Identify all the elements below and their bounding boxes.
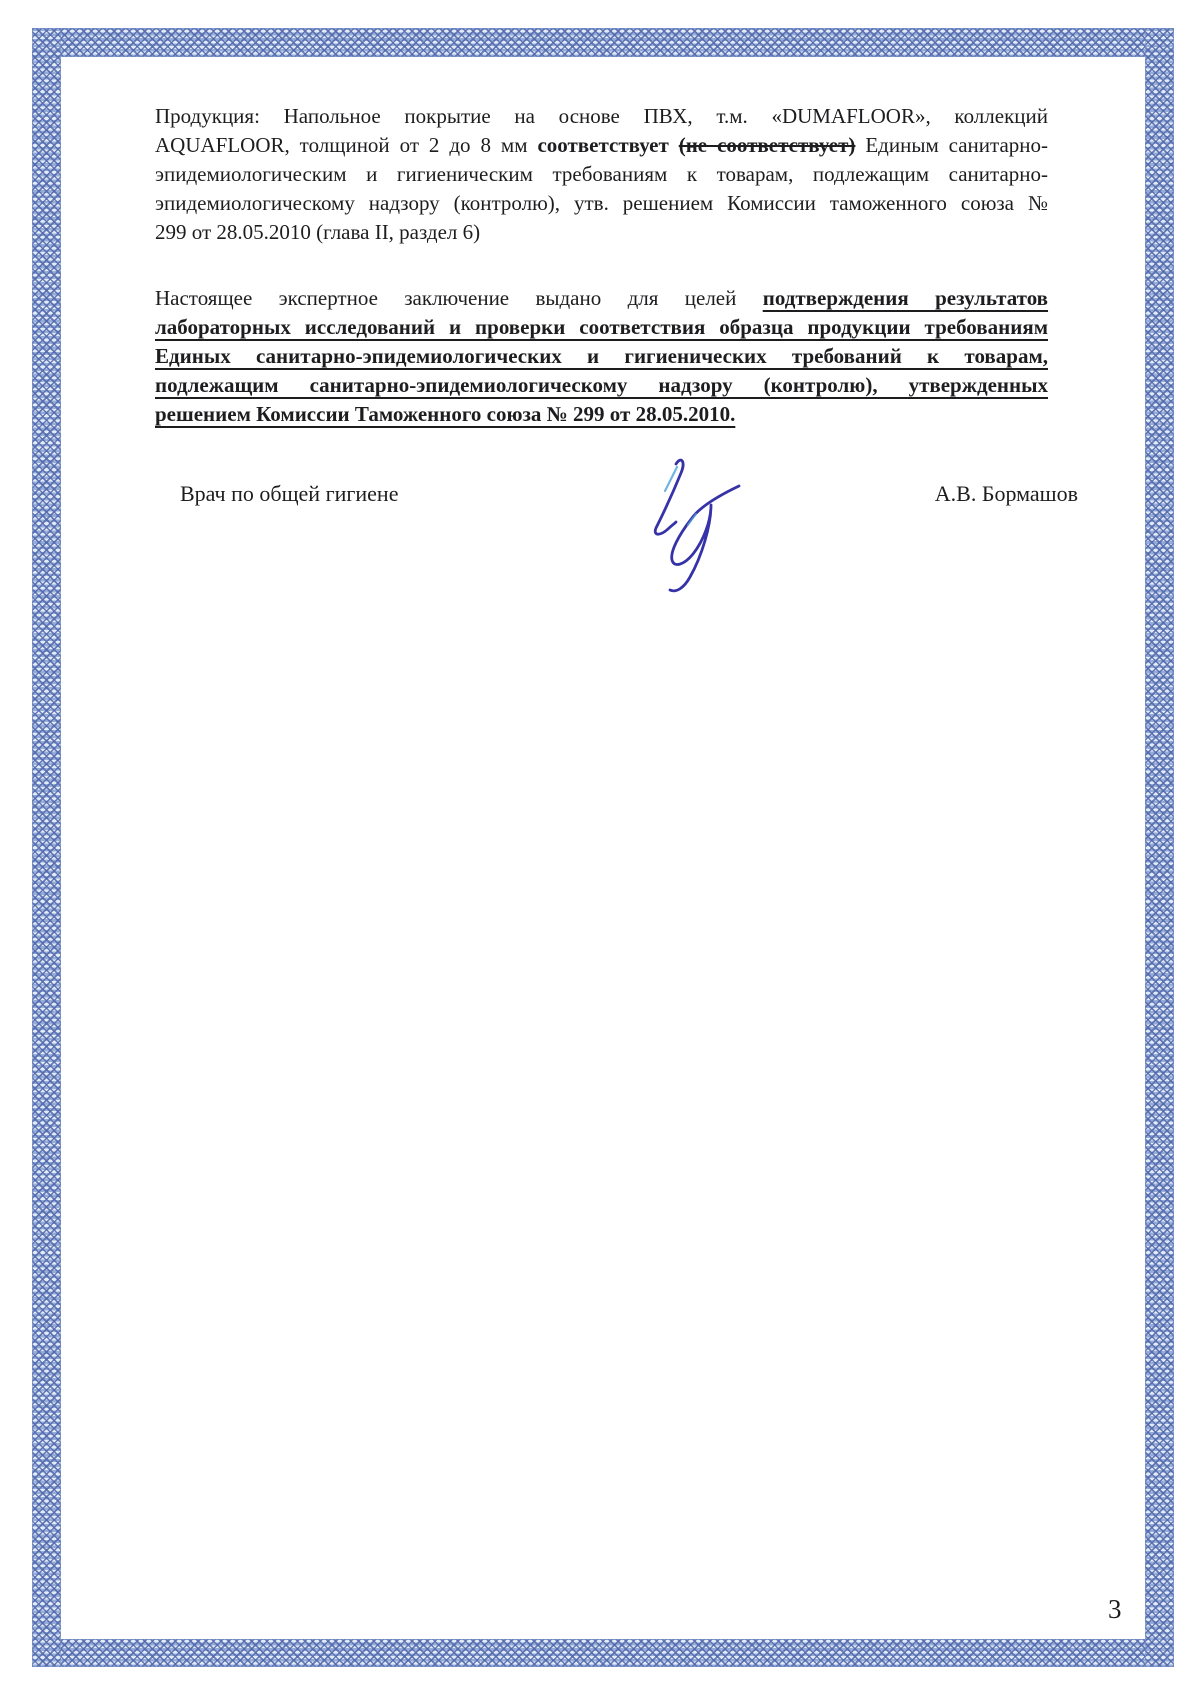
paragraph-product-line: Продукция: Напольное покрытие на основе ПВХ, т.м. «DUMAFLOOR», коллекций	[155, 104, 1048, 128]
guilloche-border-left	[32, 28, 61, 1667]
guilloche-border-top	[32, 28, 1174, 57]
guilloche-border-right	[1145, 28, 1174, 1667]
conclusion-purpose-text: подтверждения результатов	[762, 286, 1049, 310]
conclusion-intro-text: Настоящее экспертное заключение выдано для целей	[155, 286, 737, 310]
paragraph-conclusion-line: решением Комиссии Таможенного союза № 299 от 28.05.2010.	[155, 402, 736, 426]
product-spec-text: AQUAFLOOR, толщиной от 2 до 8 мм	[155, 133, 528, 157]
signer-position-label: Врач по общей гигиене	[180, 481, 399, 506]
paragraph-conclusion-line: лабораторных исследований и проверки соответствия образца продукции требованиям	[155, 315, 1048, 339]
paragraph-conclusion-line: подлежащим санитарно-эпидемиологическому надзору (контролю), утвержденных	[155, 373, 1048, 397]
conforms-text: соответствует	[537, 133, 669, 157]
requirements-text: Единым санитарно-	[865, 133, 1049, 157]
paragraph-product-line: эпидемиологическому надзору (контролю), утв. решением Комиссии таможенного союза №	[155, 191, 1048, 215]
signer-name: А.В. Бормашов	[934, 481, 1078, 506]
signature-ink-icon	[575, 405, 755, 605]
paragraph-product	[155, 102, 1048, 247]
paragraph-product-line: эпидемиологическим и гигиеническим требованиям к товарам, подлежащим санитарно-	[155, 162, 1048, 186]
document-body	[155, 102, 1048, 429]
page-number: 3	[1108, 1594, 1122, 1624]
paragraph-conclusion-line: Единых санитарно-эпидемиологических и гигиенических требований к товарам,	[155, 344, 1048, 368]
paragraph-product-line: 299 от 28.05.2010 (глава II, раздел 6)	[155, 220, 481, 244]
paragraph-product-line	[155, 131, 1048, 160]
paragraph-conclusion-line	[155, 284, 1048, 313]
not-conforms-struck-text: (не соответствует)	[678, 133, 856, 157]
guilloche-border-bottom	[32, 1639, 1174, 1667]
